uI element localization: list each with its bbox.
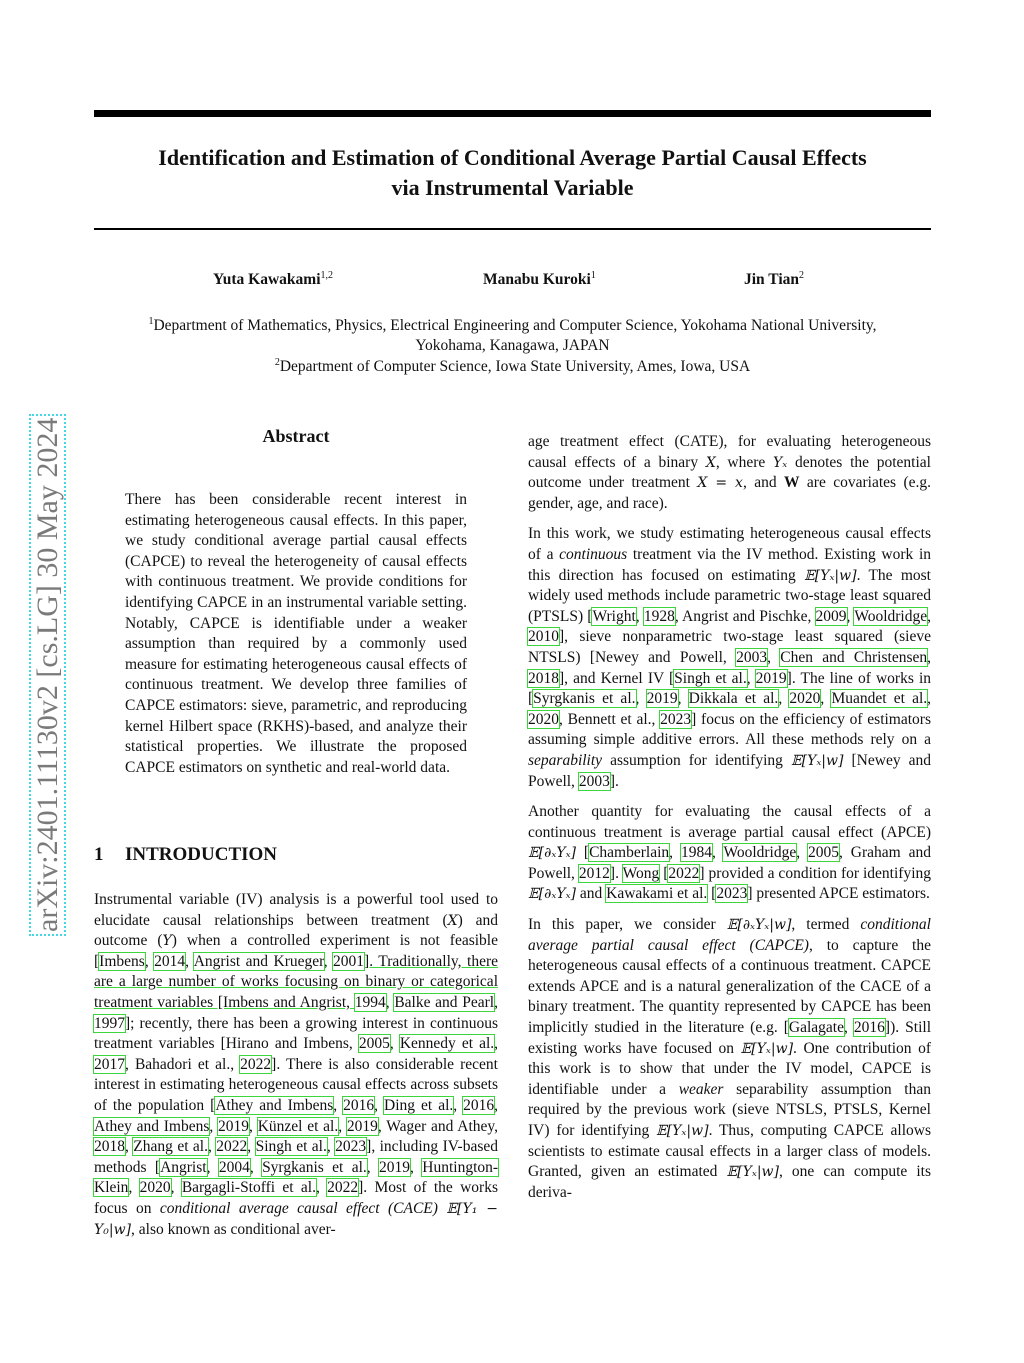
top-rule	[94, 110, 931, 117]
citation-link[interactable]: 2003	[578, 772, 610, 790]
right-column	[528, 432, 931, 1213]
citation-link[interactable]: 2019	[218, 1117, 250, 1135]
author-1: Yuta Kawakami$^{1,2}$	[213, 270, 334, 289]
citation-link[interactable]: 2017	[94, 1055, 125, 1073]
citation-link[interactable]: Singh et al.	[674, 669, 747, 687]
arxiv-stamp[interactable]: arXiv:2401.11130v2 [cs.LG] 30 May 2024	[30, 316, 66, 936]
citation-link[interactable]: 2003	[736, 648, 768, 666]
section-heading: 1 INTRODUCTION	[94, 844, 278, 865]
abstract-body: There has been considerable recent interest in estimating heterogeneous causal effects. In this paper, we study conditional average partial causal effects (CAPCE) to reveal the heterogeneity of causal effects with continuous treatment. We provide conditions for identifying CAPCE in an instrumental variable setting. Notably, CAPCE is identifiable under a weaker assumption than required by a commonly used measure for estimating heterogeneous causal effects of continuous treatment. We develop three families of CAPCE estimators: sieve, parametric, and reproducing kernel Hilbert space (RKHS)-based, and analyze their statistical properties. We illustrate the proposed CAPCE estimators on synthetic and real-world data.	[125, 491, 467, 776]
citation-link[interactable]: Ding et al.	[384, 1096, 454, 1114]
citation-link[interactable]: Muandet et al.	[831, 690, 928, 708]
citation-link[interactable]: Kawakami et al.	[606, 885, 708, 903]
right-paragraph-2: Another quantity for evaluating the causal effects of a continuous treatment is average partial causal effect (APCE) 𝔼[∂ₓYₓ] [Chamberlain, 1984, Wooldridge, 2005, Graham and Powell, 2012]. Wong [2022] provided a condition for identifying 𝔼[∂ₓYₓ] and Kawakami et al. [2023] presented APCE estimators.	[528, 803, 931, 903]
citation-link[interactable]: 2004	[218, 1158, 250, 1176]
right-paragraph-1: In this work, we study estimating heterogeneous causal effects of a continuous treatment via the IV method. Existing work in this direction has focused on estimating 𝔼[Yₓ|w]. The most widely used methods include parametric two-stage least squared (PTSLS) [Wright, 1928, Angrist and Pischke, 2009, Wooldridge, 2010], sieve nonparametric two-stage least squared (sieve NTSLS) [Newey and Powell, 2003, Chen and Christensen, 2018], and Kernel IV [Singh et al., 2019]. The line of works in [Syrgkanis et al., 2019, Dikkala et al., 2020, Muandet et al., 2020, Bennett et al., 2023] focus on the efficiency of estimators assuming simple additive errors. All these methods rely on a separability assumption for identifying 𝔼[Yₓ|w] [Newey and Powell, 2003].	[528, 525, 932, 790]
citation-link[interactable]: 2014	[154, 952, 186, 970]
right-paragraph-3: In this paper, we consider 𝔼[∂ₓYₓ|w], termed conditional average partial causal effect (CAPCE), to capture the heterogeneous causal effects of a continuous treatment. CAPCE extends APCE and is a natural generalization of the CACE of a binary treatment. The quantity represented by CAPCE has been implicitly studied in the literature (e.g. [Galagate, 2016]). Still existing works have focused on 𝔼[Yₓ|w]. One contribution of this work is to show that under the IV model, CAPCE is identifiable under a weaker separability assumption than required by the previous work (sieve NTSLS, PTSLS, Kernel IV) for identifying 𝔼[Yₓ|w]. Thus, computing CAPCE allows scientists to estimate causal effects in a larger class of models. Granted, given an estimated 𝔼[Yₓ|w], one can compute its deriva-	[528, 916, 932, 1201]
citation-link[interactable]: Kennedy et al.	[399, 1035, 495, 1053]
citation-link[interactable]: 2005	[808, 844, 840, 862]
citation-link[interactable]: 2023	[716, 885, 748, 903]
citation-link[interactable]: Syrgkanis et al.	[533, 690, 636, 708]
citation-link[interactable]: Athey and Imbens	[215, 1096, 334, 1114]
citation-link[interactable]: 2005	[358, 1035, 390, 1053]
right-paragraph-0: age treatment effect (CATE), for evaluating heterogeneous causal effects of a binary X, where Yₓ denotes the potential outcome under treatment X = x, and W are covariates (e.g. gender, age, and race).	[528, 433, 931, 512]
citation-link[interactable]: Zhang et al.	[133, 1138, 208, 1156]
citation-link[interactable]: 2019	[379, 1158, 411, 1176]
title-line-2: via Instrumental Variable	[391, 175, 634, 200]
citation-link[interactable]: 2020	[789, 690, 821, 708]
abstract-heading: Abstract	[262, 426, 330, 446]
citation-link[interactable]: Dikkala et al.	[688, 690, 779, 708]
citation-link[interactable]: 2018	[94, 1138, 125, 1156]
citation-link[interactable]: Chen and Christensen	[780, 648, 928, 666]
paper-title	[94, 143, 931, 203]
citation-link[interactable]: 2022	[240, 1055, 272, 1073]
citation-link[interactable]: 2022	[668, 864, 700, 882]
citation-link[interactable]: 2020	[139, 1179, 171, 1197]
citation-link[interactable]: Wright	[592, 607, 636, 625]
citation-link[interactable]: 2020	[528, 710, 559, 728]
citation-link[interactable]: 2019	[646, 690, 678, 708]
citation-link[interactable]: 2012	[578, 864, 610, 882]
affiliation-1: $^1$Department of Mathematics, Physics, Electrical Engineering and Computer Science, Yokohama National University, Yokohama, Kanagawa, JAPAN	[148, 316, 877, 355]
author-2: Manabu Kuroki$^1$	[483, 270, 596, 289]
author-3: Jin Tian$^2$	[744, 270, 805, 289]
citation-link[interactable]: Künzel et al.	[257, 1117, 339, 1135]
citation-link[interactable]: Wooldridge	[723, 844, 797, 862]
citation-link[interactable]: Galagate	[788, 1019, 844, 1037]
citation-link[interactable]: 2019	[755, 669, 787, 687]
citation-link[interactable]: Angrist and Krueger	[193, 952, 324, 970]
citation-link[interactable]: 2016	[463, 1096, 495, 1114]
citation-link[interactable]: 2001	[333, 952, 365, 970]
citation-link[interactable]: 1928	[643, 607, 675, 625]
citation-link[interactable]: 2022	[216, 1138, 248, 1156]
citation-link[interactable]: Wong	[622, 864, 660, 882]
citation-link[interactable]: 1984	[680, 844, 712, 862]
citation-link[interactable]: 2016	[343, 1096, 375, 1114]
citation-link[interactable]: Angrist	[160, 1158, 207, 1176]
citation-link[interactable]: 2019	[346, 1117, 378, 1135]
citation-link[interactable]: 2023	[660, 710, 692, 728]
citation-link[interactable]: 2022	[327, 1179, 359, 1197]
intro-paragraph: Instrumental variable (IV) analysis is a powerful tool used to elucidate causal relationships between treatment (X) and outcome (Y) when a controlled experiment is not feasible [Imbens, 2014, Angrist and Krueger, 2001]. Traditionally, there are a large number of works focusing on binary or categorical treatment variables [Imbens and Angrist, 1994, Balke and Pearl, 1997]; recently, there has been a growing interest in continuous treatment variables [Hirano and Imbens, 2005, Kennedy et al., 2017, Bahadori et al., 2022]. There is also considerable recent interest in estimating heterogeneous causal effects across subsets of the population [Athey and Imbens, 2016, Ding et al., 2016, Athey and Imbens, 2019, Künzel et al., 2019, Wager and Athey, 2018, Zhang et al., 2022, Singh et al., 2023], including IV-based methods [Angrist, 2004, Syrgkanis et al., 2019, Huntington-Klein, 2020, Bargagli-Stoffi et al., 2022]. Most of the works focus on conditional average causal effect (CACE) 𝔼[Y₁ − Y₀|w], also known as conditional aver-	[94, 891, 499, 1238]
citation-link[interactable]: 2009	[815, 607, 847, 625]
citation-link[interactable]: 2010	[528, 628, 559, 646]
title-bottom-rule	[94, 228, 931, 230]
citation-link[interactable]: Bargagli-Stoffi et al.	[181, 1179, 316, 1197]
citation-link[interactable]: 2016	[853, 1019, 885, 1037]
citation-link[interactable]: Chamberlain	[589, 844, 670, 862]
citation-link[interactable]: 1997	[94, 1014, 125, 1032]
citation-link[interactable]: Wooldridge	[854, 607, 928, 625]
citation-link[interactable]: Imbens	[99, 952, 145, 970]
citation-link[interactable]: Syrgkanis et al.	[262, 1158, 367, 1176]
citation-link[interactable]: Athey and Imbens	[94, 1117, 210, 1135]
citation-link[interactable]: 2023	[335, 1138, 367, 1156]
title-line-1: Identification and Estimation of Conditional Average Partial Causal Effects	[158, 145, 867, 170]
citation-link[interactable]: 1994	[354, 993, 386, 1011]
citation-link[interactable]: 2018	[528, 669, 559, 687]
citation-link[interactable]: Balke and Pearl	[394, 993, 495, 1011]
citation-link[interactable]: Singh et al.	[255, 1138, 327, 1156]
affiliation-2: $^2$Department of Computer Science, Iowa State University, Ames, Iowa, USA	[274, 357, 751, 376]
citation-link[interactable]: Huntington-Klein	[94, 1158, 499, 1197]
